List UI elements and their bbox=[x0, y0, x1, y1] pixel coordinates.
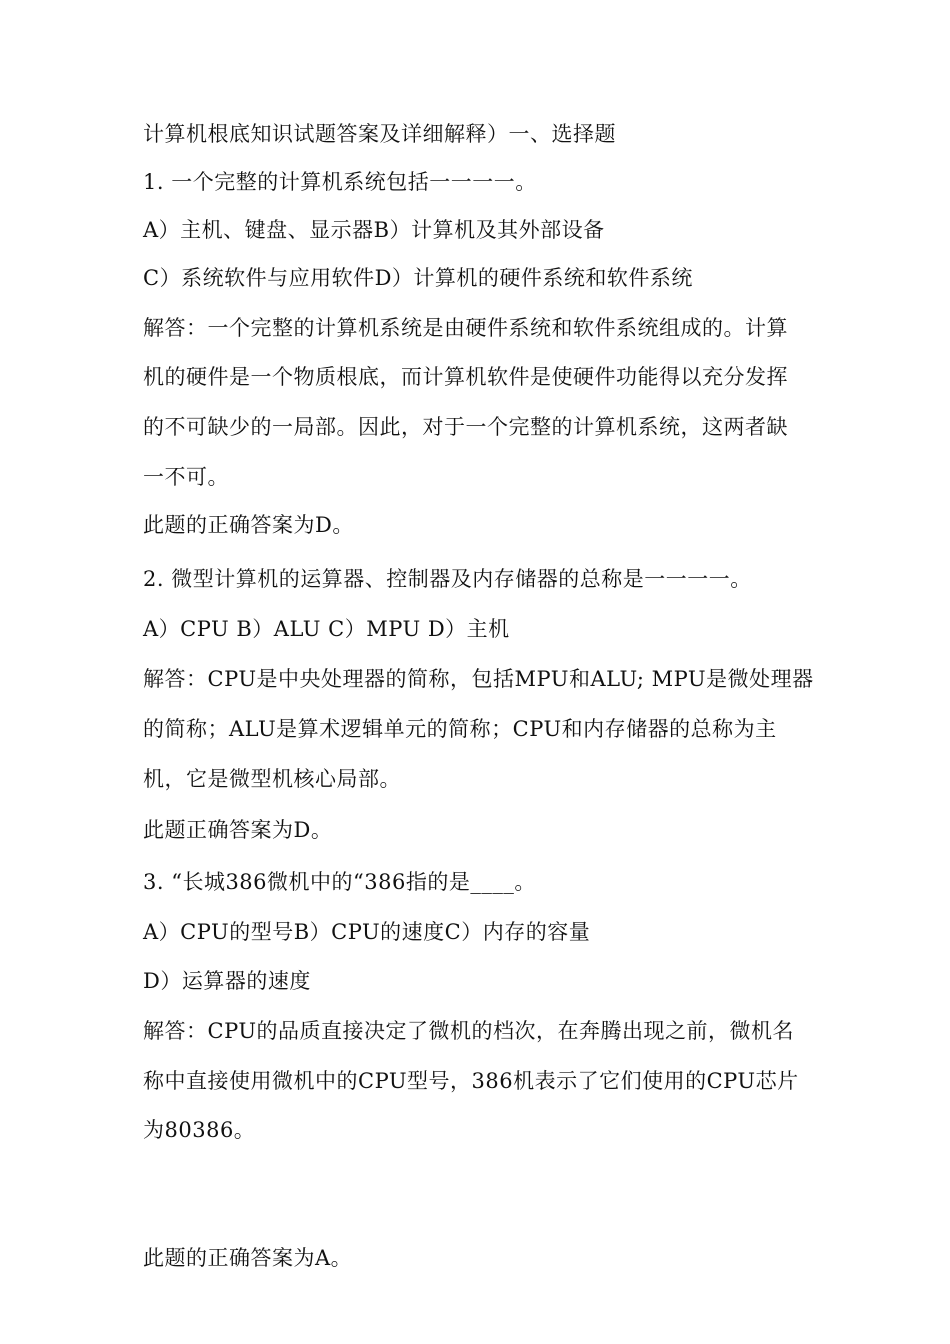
question-3: 3. “长城386微机中的“386指的是____。 bbox=[143, 870, 536, 894]
answer-1-line-4: 一不可。 bbox=[143, 465, 229, 489]
answer-3-line-3: 为80386。 bbox=[143, 1118, 256, 1142]
question-1-options-cd: C）系统软件与应用软件D）计算机的硬件系统和软件系统 bbox=[143, 266, 693, 290]
document-title: 计算机根底知识试题答案及详细解释）一、选择题 bbox=[143, 122, 616, 146]
answer-1-line-3: 的不可缺少的一局部。因此，对于一个完整的计算机系统，这两者缺 bbox=[143, 415, 788, 439]
question-2: 2. 微型计算机的运算器、控制器及内存储器的总称是一一一一。 bbox=[143, 567, 752, 591]
answer-1-line-2: 机的硬件是一个物质根底，而计算机软件是使硬件功能得以充分发挥 bbox=[143, 365, 788, 389]
answer-2-line-2: 的简称；ALU是算术逻辑单元的简称；CPU和内存储器的总称为主 bbox=[143, 717, 777, 741]
answer-3-line-2: 称中直接使用微机中的CPU型号，386机表示了它们使用的CPU芯片 bbox=[143, 1069, 799, 1093]
answer-2-line-1: 解答：CPU是中央处理器的简称，包括MPU和ALU; MPU是微处理器 bbox=[143, 667, 814, 691]
answer-1-result: 此题的正确答案为D。 bbox=[143, 513, 354, 537]
question-2-options: A）CPU B）ALU C）MPU D）主机 bbox=[143, 617, 510, 641]
question-1: 1. 一个完整的计算机系统包括一一一一。 bbox=[143, 170, 537, 194]
question-3-options-abc: A）CPU的型号B）CPU的速度C）内存的容量 bbox=[143, 920, 591, 944]
answer-3-line-1: 解答：CPU的品质直接决定了微机的档次，在奔腾出现之前，微机名 bbox=[143, 1019, 795, 1043]
answer-2-line-3: 机，它是微型机核心局部。 bbox=[143, 767, 401, 791]
answer-2-result: 此题正确答案为D。 bbox=[143, 818, 333, 842]
answer-3-result: 此题的正确答案为A。 bbox=[143, 1246, 353, 1270]
question-1-options-ab: A）主机、键盘、显示器B）计算机及其外部设备 bbox=[143, 218, 605, 242]
question-3-option-d: D）运算器的速度 bbox=[143, 969, 311, 993]
answer-1-line-1: 解答：一个完整的计算机系统是由硬件系统和软件系统组成的。计算 bbox=[143, 316, 788, 340]
